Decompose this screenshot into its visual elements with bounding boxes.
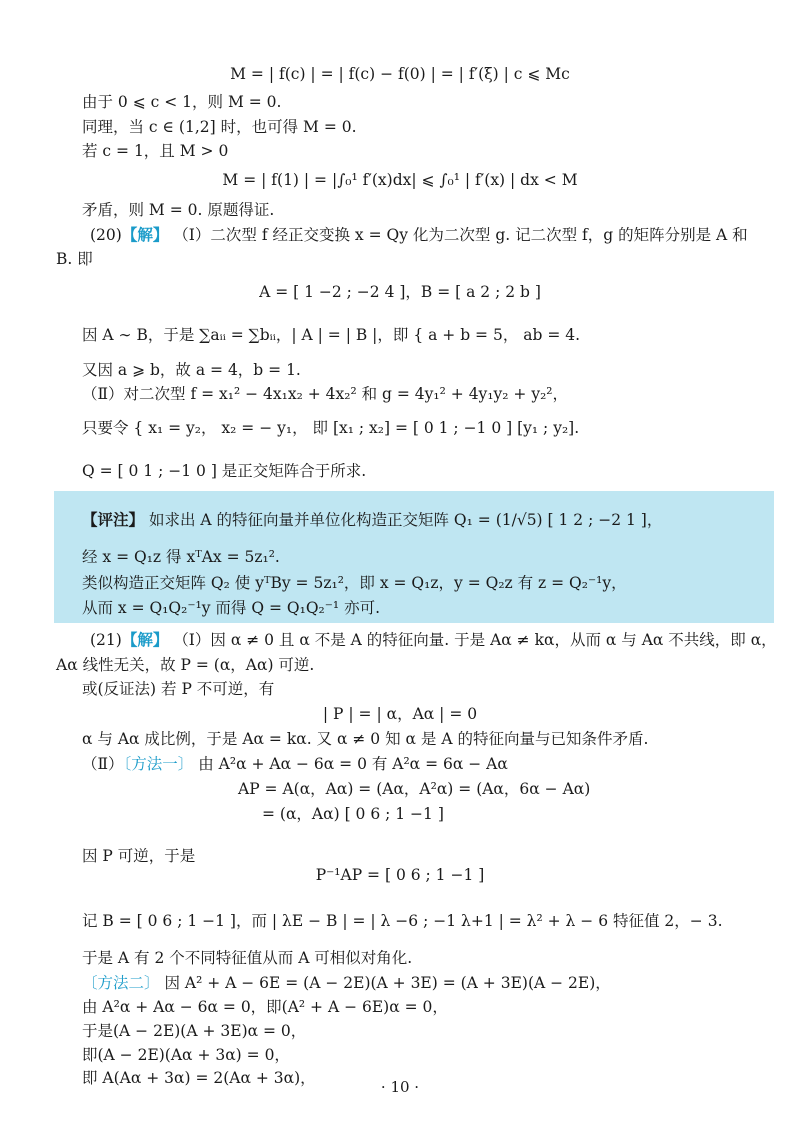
text-line: 类似构造正交矩阵 Q₂ 使 yᵀBy = 5z₁²，即 x = Q₁z，y = Q₂z 有 z = Q₂⁻¹y，: [82, 574, 627, 592]
text-line: 因 P 可逆，于是: [82, 847, 196, 865]
equation-det-P: | P | = | α，Aα | = 0: [322, 705, 478, 723]
equation-AP-matrix: = (α，Aα) [ 0 6 ; 1 −1 ]: [262, 805, 444, 823]
text-line: 于是(A − 2E)(A + 3E)α = 0，: [82, 1022, 307, 1040]
text-line: （Ⅰ）二次型 f 经正交变换 x = Qy 化为二次型 g. 记二次型 f，g 的矩阵分别是 A 和: [173, 226, 748, 244]
text-line: 如求出 A 的特征向量并单位化构造正交矩阵 Q₁ = (1/√5) [ 1 2 ; −2 1 ]，: [148, 511, 663, 529]
text-line: 由 A²α + Aα − 6α = 0，即(A² + A − 6E)α = 0，: [82, 998, 448, 1016]
solution-tag: 【解】: [121, 630, 169, 649]
remark-line: [82, 510, 662, 530]
text-line: 于是 A 有 2 个不同特征值从而 A 可相似对角化.: [82, 949, 413, 967]
text-line: 又因 a ⩾ b，故 a = 4，b = 1.: [82, 361, 301, 379]
equation-AP: AP = A(α，Aα) = (Aα，A²α) = (Aα，6α − Aα): [238, 780, 591, 798]
text-line: 因 A ∼ B，于是 ∑aᵢᵢ = ∑bᵢᵢ，| A | = | B |，即 { a + b = 5， ab = 4.: [82, 326, 581, 344]
text-line: （Ⅱ）对二次型 f = x₁² − 4x₁x₂ + 4x₂² 和 g = 4y₁² + 4y₁y₂ + y₂²，: [82, 385, 569, 403]
problem-number: (21): [90, 631, 122, 649]
text-line: α 与 Aα 成比例，于是 Aα = kα. 又 α ≠ 0 知 α 是 A 的特征向量与已知条件矛盾.: [82, 730, 649, 748]
method-two-line: [82, 973, 611, 993]
text-line: 从而 x = Q₁Q₂⁻¹y 而得 Q = Q₁Q₂⁻¹ 亦可.: [82, 599, 380, 617]
method-one-line: [82, 754, 508, 774]
problem-number: (20): [90, 226, 122, 244]
remark-tag: 【评注】: [82, 510, 145, 529]
equation-M-bound: M = | f(c) | = | f(c) − f(0) | = | f′(ξ) | c ⩽ Mc: [230, 65, 570, 83]
text-line: 只要令 { x₁ = y₂， x₂ = − y₁， 即 [x₁ ; x₂] = [ 0 1 ; −1 0 ] [y₁ ; y₂].: [82, 419, 580, 437]
text-line: 经 x = Q₁z 得 xᵀAx = 5z₁².: [82, 548, 280, 566]
text-line: 或(反证法) 若 P 不可逆，有: [82, 680, 275, 698]
solution-tag: 【解】: [121, 225, 169, 244]
text-line: B. 即: [56, 250, 93, 268]
problem-20-line: [90, 225, 748, 245]
text-line: 即(A − 2E)(Aα + 3α) = 0，: [82, 1046, 290, 1064]
problem-21-line: [90, 630, 777, 650]
page-number: · 10 ·: [380, 1078, 420, 1096]
equation-integral-bound: M = | f(1) | = |∫₀¹ f′(x)dx| ⩽ ∫₀¹ | f′(x) | dx < M: [222, 171, 578, 189]
text-line: 若 c = 1，且 M > 0: [82, 142, 229, 160]
text-line: Q = [ 0 1 ; −1 0 ] 是正交矩阵合于所求.: [82, 462, 367, 480]
part-marker: （Ⅱ）: [82, 755, 124, 773]
text-line: Aα 线性无关，故 P = (α，Aα) 可逆.: [56, 656, 315, 674]
text-line: 因 A² + A − 6E = (A − 2E)(A + 3E) = (A + 3E)(A − 2E)，: [164, 974, 611, 992]
equation-matrices-AB: A = [ 1 −2 ; −2 4 ]，B = [ a 2 ; 2 b ]: [259, 283, 541, 301]
text-line: 记 B = [ 0 6 ; 1 −1 ]，而 | λE − B | = | λ −6 ; −1 λ+1 | = λ² + λ − 6 特征值 2，− 3.: [82, 912, 723, 930]
text-line: （Ⅰ）因 α ≠ 0 且 α 不是 A 的特征向量. 于是 Aα ≠ kα，从而 α 与 Aα 不共线，即 α，: [173, 631, 777, 649]
text-line: 即 A(Aα + 3α) = 2(Aα + 3α)，: [82, 1069, 316, 1087]
text-line: 同理，当 c ∈ (1,2] 时，也可得 M = 0.: [82, 118, 357, 136]
equation-P-inverse: P⁻¹AP = [ 0 6 ; 1 −1 ]: [315, 866, 485, 884]
text-line: 由 A²α + Aα − 6α = 0 有 A²α = 6α − Aα: [198, 755, 508, 773]
method-tag: 〔方法一〕: [123, 755, 194, 773]
text-line: 矛盾，则 M = 0. 原题得证.: [82, 201, 275, 219]
method-tag: 〔方法二〕: [82, 974, 160, 992]
text-line: 由于 0 ⩽ c < 1，则 M = 0.: [82, 93, 282, 111]
